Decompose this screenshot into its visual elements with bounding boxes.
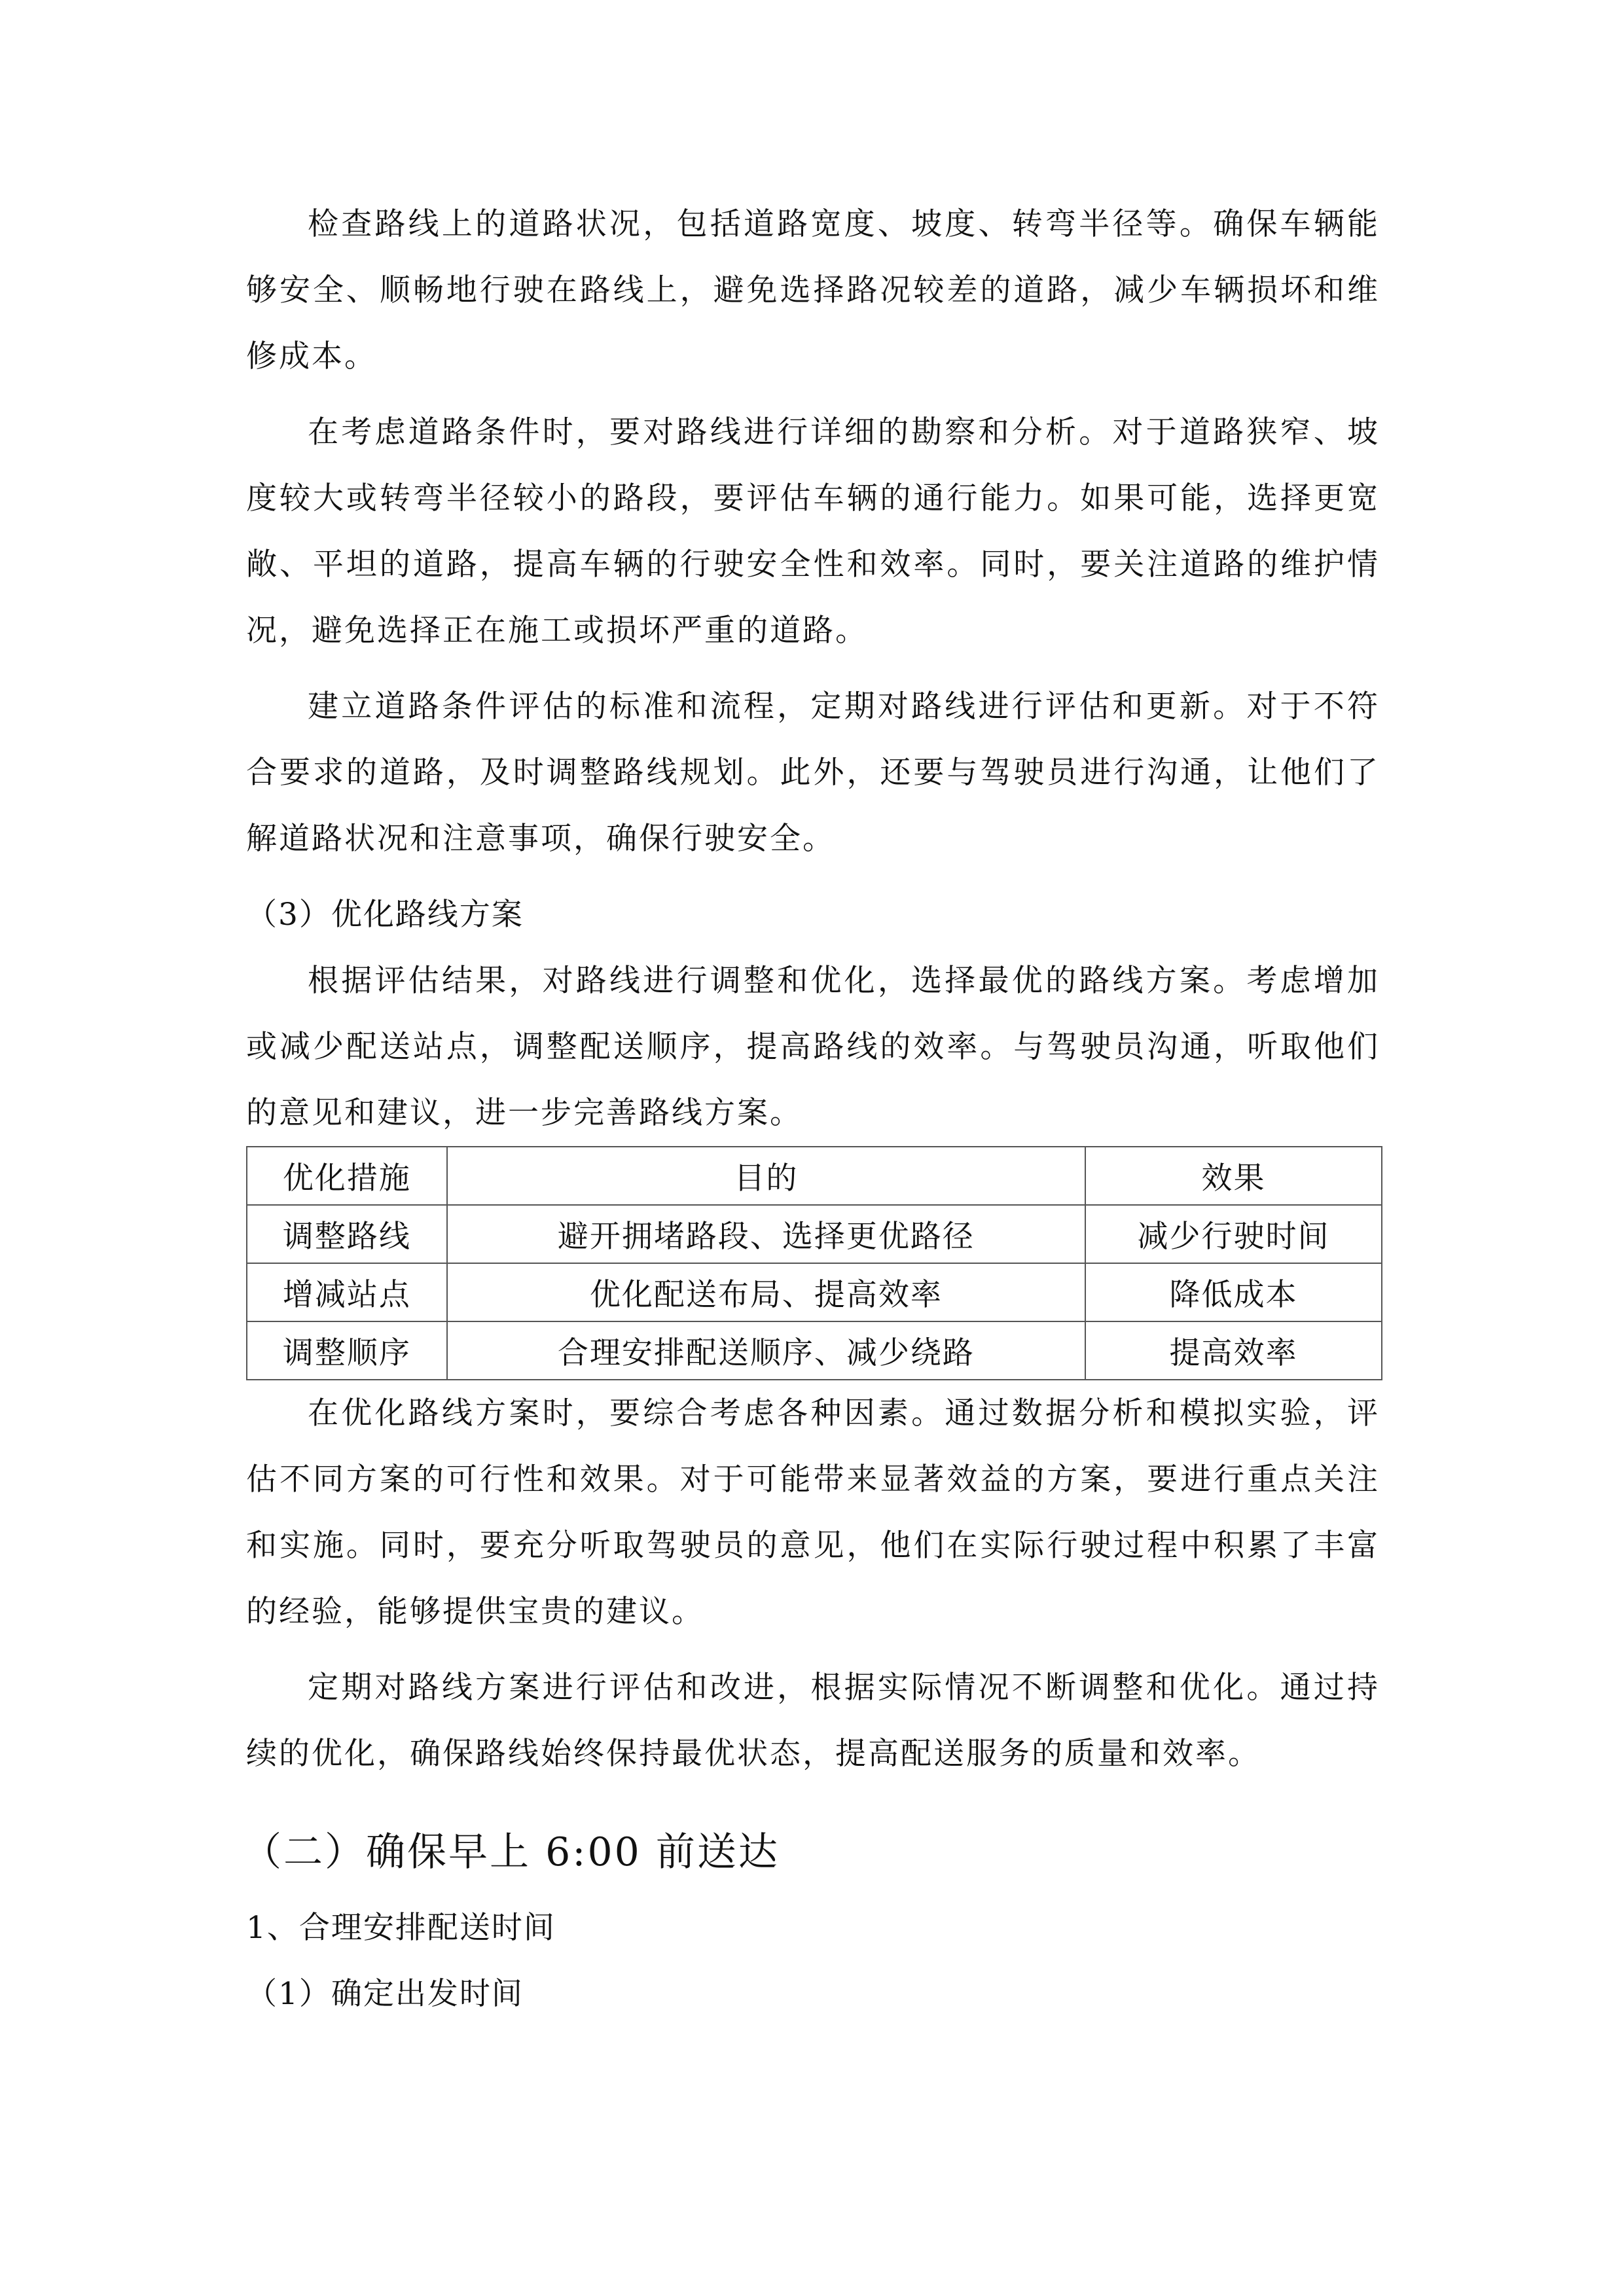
paragraph-road-evaluation-standard: 建立道路条件评估的标准和流程，定期对路线进行评估和更新。对于不符合要求的道路，及时调整路线规划。此外，还要与驾驶员进行沟通，让他们了解道路状况和注意事项，确保行驶安全。 — [246, 689, 1380, 857]
table-cell-purpose: 优化配送布局、提高效率 — [447, 1263, 1085, 1321]
table-row — [247, 1321, 1382, 1380]
table-cell-purpose: 避开拥堵路段、选择更优路径 — [447, 1205, 1085, 1263]
paragraph-periodic-evaluation: 定期对路线方案进行评估和改进，根据实际情况不断调整和优化。通过持续的优化，确保路线始终保持最优状态，提高配送服务的质量和效率。 — [246, 1670, 1380, 1772]
paragraph-optimize-intro: 根据评估结果，对路线进行调整和优化，选择最优的路线方案。考虑增加或减少配送站点，调整配送顺序，提高路线的效率。与驾驶员沟通，听取他们的意见和建议，进一步完善路线方案。 — [246, 963, 1380, 1131]
sub-heading-departure-time: （1）确定出发时间 — [246, 1976, 524, 2012]
table-row — [247, 1205, 1382, 1263]
table-cell-measure: 增减站点 — [247, 1263, 447, 1321]
section-heading-delivery-deadline: （二）确保早上 6:00 前送达 — [242, 1829, 780, 1875]
item-heading-delivery-time: 1、合理安排配送时间 — [246, 1910, 556, 1946]
table-cell-measure: 调整路线 — [247, 1205, 447, 1263]
column-header-purpose: 目的 — [447, 1147, 1085, 1205]
sub-heading-optimize-route: （3）优化路线方案 — [246, 897, 524, 933]
paragraph-road-condition-check: 检查路线上的道路状况，包括道路宽度、坡度、转弯半径等。确保车辆能够安全、顺畅地行驶在路线上，避免选择路况较差的道路，减少车辆损坏和维修成本。 — [246, 206, 1380, 374]
column-header-effect: 效果 — [1085, 1147, 1382, 1205]
table-cell-measure: 调整顺序 — [247, 1321, 447, 1380]
paragraph-optimize-considerations: 在优化路线方案时，要综合考虑各种因素。通过数据分析和模拟实验，评估不同方案的可行性和效果。对于可能带来显著效益的方案，要进行重点关注和实施。同时，要充分听取驾驶员的意见，他们在实际行驶过程中积累了丰富的经验，能够提供宝贵的建议。 — [246, 1395, 1380, 1630]
column-header-measure: 优化措施 — [247, 1147, 447, 1205]
document-body — [242, 191, 1380, 2027]
paragraph-road-condition-analysis: 在考虑道路条件时，要对路线进行详细的勘察和分析。对于道路狭窄、坡度较大或转弯半径较小的路段，要评估车辆的通行能力。如果可能，选择更宽敞、平坦的道路，提高车辆的行驶安全性和效率。同时，要关注道路的维护情况，避免选择正在施工或损坏严重的道路。 — [246, 414, 1380, 649]
table-cell-effect: 降低成本 — [1085, 1263, 1382, 1321]
optimization-table — [246, 1146, 1382, 1380]
table-cell-effect: 减少行驶时间 — [1085, 1205, 1382, 1263]
table-row — [247, 1263, 1382, 1321]
table-cell-effect: 提高效率 — [1085, 1321, 1382, 1380]
table-header-row — [247, 1147, 1382, 1205]
table-cell-purpose: 合理安排配送顺序、减少绕路 — [447, 1321, 1085, 1380]
